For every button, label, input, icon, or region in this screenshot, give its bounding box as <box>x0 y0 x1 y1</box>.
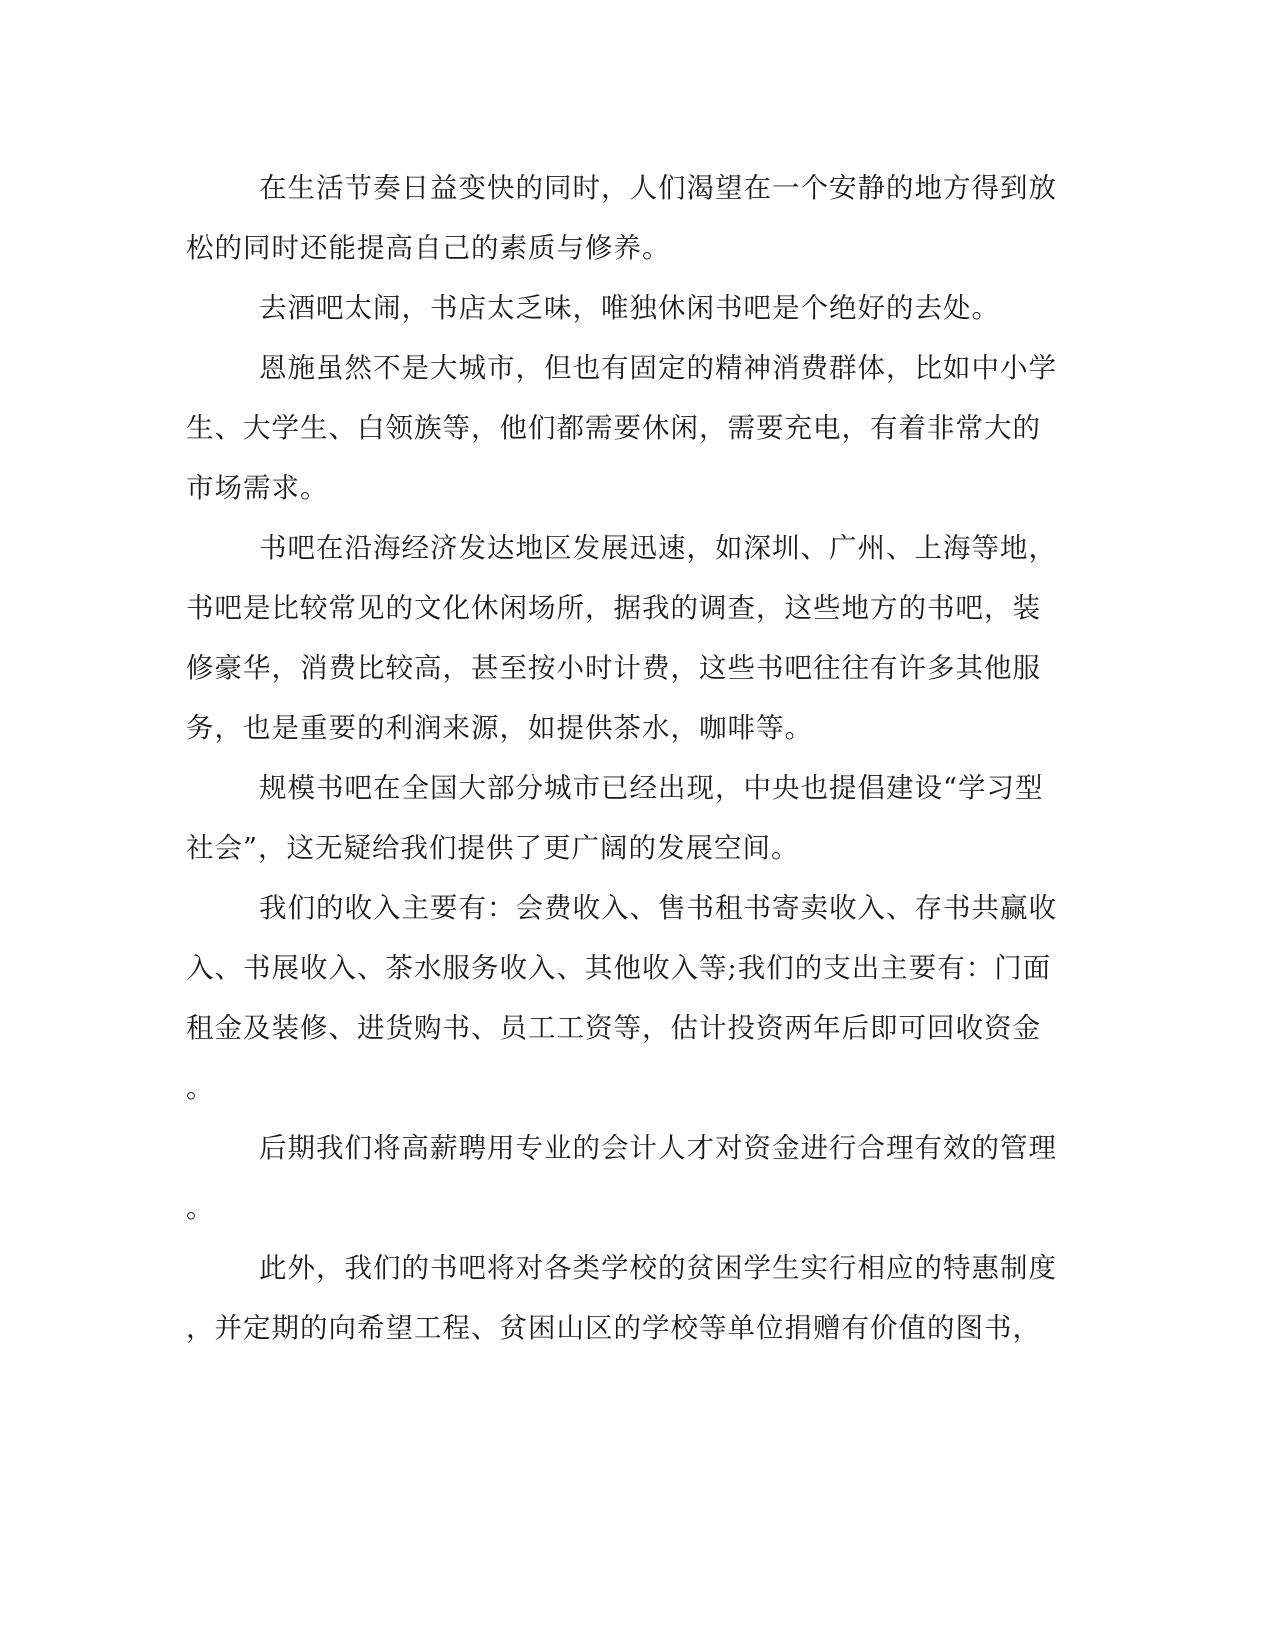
paragraph-4 <box>186 518 1086 758</box>
document-body <box>186 158 1086 1358</box>
text-line: 去酒吧太闹，书店太乏味，唯独休闲书吧是个绝好的去处。 <box>259 292 1000 324</box>
text-line: 市场需求。 <box>186 472 329 504</box>
text-line: 恩施虽然不是大城市，但也有固定的精神消费群体，比如中小学 <box>259 352 1057 384</box>
text-line: 修豪华，消费比较高，甚至按小时计费，这些书吧往往有许多其他服 <box>186 652 1041 684</box>
paragraph-7 <box>186 1118 1086 1238</box>
text-line: 此外，我们的书吧将对各类学校的贫困学生实行相应的特惠制度 <box>259 1252 1057 1284</box>
text-line: 生、大学生、白领族等，他们都需要休闲，需要充电，有着非常大的 <box>186 412 1041 444</box>
text-line: ，并定期的向希望工程、贫困山区的学校等单位捐赠有价值的图书， <box>186 1312 1041 1344</box>
text-line: 务，也是重要的利润来源，如提供茶水，咖啡等。 <box>186 712 813 744</box>
paragraph-2 <box>186 278 1086 338</box>
paragraph-8 <box>186 1238 1086 1358</box>
text-line: 在生活节奏日益变快的同时，人们渴望在一个安静的地方得到放 <box>259 172 1057 204</box>
text-line: 后期我们将高薪聘用专业的会计人才对资金进行合理有效的管理 <box>259 1132 1057 1164</box>
paragraph-1 <box>186 158 1086 278</box>
text-line: 租金及装修、进货购书、员工工资等，估计投资两年后即可回收资金 <box>186 1012 1041 1044</box>
text-line: 书吧在沿海经济发达地区发展迅速，如深圳、广州、上海等地， <box>259 532 1057 564</box>
text-line: 。 <box>186 1192 215 1224</box>
text-line: 规模书吧在全国大部分城市已经出现，中央也提倡建设“学习型 <box>259 772 1044 804</box>
text-line: 入、书展收入、茶水服务收入、其他收入等;我们的支出主要有：门面 <box>186 952 1052 984</box>
text-line: 松的同时还能提高自己的素质与修养。 <box>186 232 671 264</box>
text-line: 。 <box>186 1072 215 1104</box>
text-line: 书吧是比较常见的文化休闲场所，据我的调查，这些地方的书吧，装 <box>186 592 1041 624</box>
text-line: 社会”，这无疑给我们提供了更广阔的发展空间。 <box>186 832 800 864</box>
paragraph-6 <box>186 878 1086 1118</box>
paragraph-3 <box>186 338 1086 518</box>
paragraph-5 <box>186 758 1086 878</box>
text-line: 我们的收入主要有：会费收入、售书租书寄卖收入、存书共赢收 <box>259 892 1057 924</box>
